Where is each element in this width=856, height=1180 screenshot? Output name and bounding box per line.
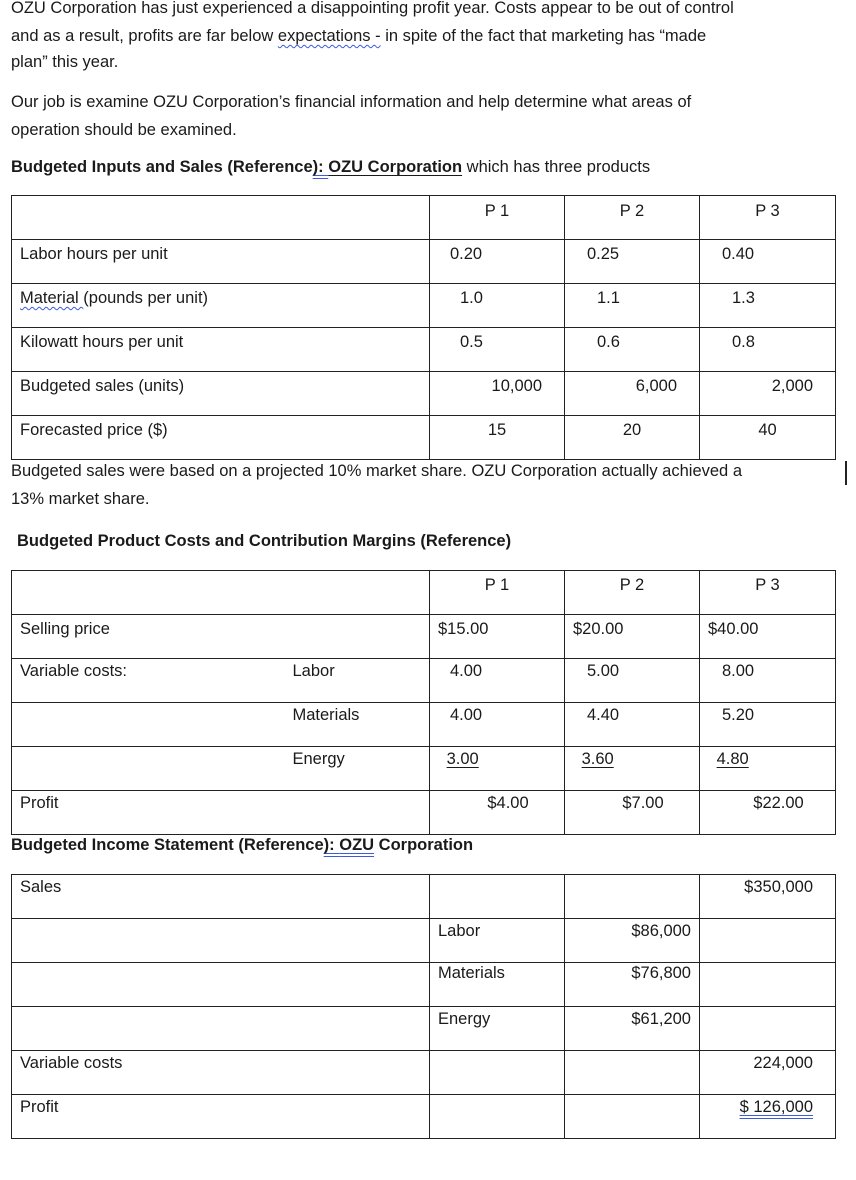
reference-link[interactable]: ): bbox=[323, 836, 340, 854]
income-table bbox=[11, 874, 836, 1139]
intro-line-5: operation should be examined. bbox=[11, 121, 237, 139]
table-row: Material (pounds per unit) 1.0 1.1 1.3 bbox=[12, 284, 836, 328]
inputs-table bbox=[11, 195, 836, 460]
intro-line-3: plan” this year. bbox=[11, 53, 119, 71]
table-header-row: P 1 P 2 P 3 bbox=[12, 571, 836, 615]
table-row: Profit $4.00 $7.00 $22.00 bbox=[12, 791, 836, 835]
table-row: Kilowatt hours per unit 0.5 0.6 0.8 bbox=[12, 328, 836, 372]
market-share-note-1: Budgeted sales were based on a projected 10% market share. OZU Corporation actually achieved a bbox=[11, 462, 742, 480]
table-row: Labor $86,000 bbox=[12, 919, 836, 963]
table-row: Variable costs: Labor 4.00 5.00 8.00 bbox=[12, 659, 836, 703]
table-row: Variable costs 224,000 bbox=[12, 1051, 836, 1095]
table-row: Labor hours per unit 0.20 0.25 0.40 bbox=[12, 240, 836, 284]
table-row: Sales $350,000 bbox=[12, 875, 836, 919]
intro-line-1: OZU Corporation has just experienced a disappointing profit year. Costs appear to be out of control bbox=[11, 0, 734, 17]
income-heading: Budgeted Income Statement (Reference): OZU Corporation bbox=[11, 836, 474, 854]
market-share-note-2: 13% market share. bbox=[11, 490, 150, 508]
costs-heading: Budgeted Product Costs and Contribution Margins (Reference) bbox=[17, 532, 512, 550]
inputs-heading: Budgeted Inputs and Sales (Reference): OZU Corporation which has three products bbox=[11, 158, 651, 176]
reference-link[interactable]: ): bbox=[312, 158, 329, 176]
table-header-row: P 1 P 2 P 3 bbox=[12, 196, 836, 240]
table-row: Budgeted sales (units) 10,000 6,000 2,000 bbox=[12, 372, 836, 416]
intro-line-2: and as a result, profits are far below expectations - in spite of the fact that marketing has “made bbox=[11, 27, 707, 45]
table-row: Energy $61,200 bbox=[12, 1007, 836, 1051]
table-row: Profit $ 126,000 bbox=[12, 1095, 836, 1139]
table-row: Forecasted price ($) 15 20 40 bbox=[12, 416, 836, 460]
table-row: Energy 3.00 3.60 4.80 bbox=[12, 747, 836, 791]
table-row: Materials $76,800 bbox=[12, 963, 836, 1007]
table-row: Materials 4.00 4.40 5.20 bbox=[12, 703, 836, 747]
costs-table bbox=[11, 570, 836, 835]
text-cursor bbox=[845, 461, 847, 485]
table-row: Selling price $15.00 $20.00 $40.00 bbox=[12, 615, 836, 659]
intro-line-4: Our job is examine OZU Corporation’s financial information and help determine what areas of bbox=[11, 93, 692, 111]
